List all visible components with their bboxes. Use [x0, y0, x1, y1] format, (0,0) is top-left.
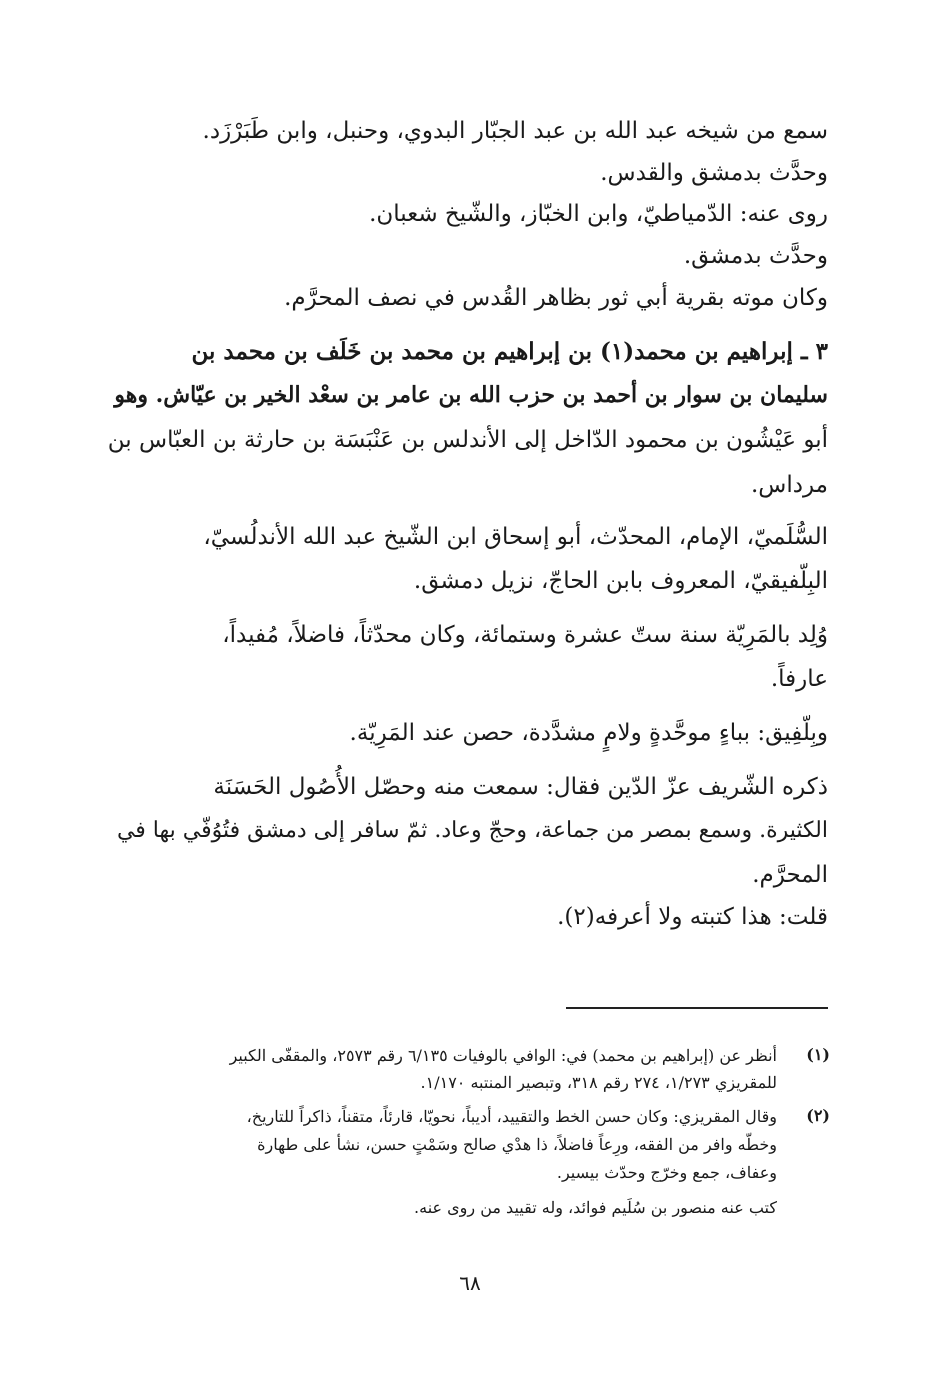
text-line: وحدَّث بدمشق. — [683, 243, 828, 269]
footnote-divider — [566, 1007, 828, 1009]
text-line: المحرَّم. — [752, 862, 828, 888]
page-number: ٦٨ — [459, 1271, 481, 1295]
text-line: روى عنه: الدّمياطيّ، وابن الخبّاز، والشّيخ شعبان. — [369, 201, 828, 227]
text-line: البِلّفيقيّ، المعروف بابن الحاجّ، نزيل دمشق. — [413, 568, 828, 594]
text-line: الكثيرة. وسمع بمصر من جماعة، وحجّ وعاد. ثمّ سافر إلى دمشق فتُوُفّي بها في — [116, 818, 828, 843]
footnote-line: أنظر عن (إبراهيم بن محمد) في: الوافي بالوفيات ٦/١٣٥ رقم ٢٥٧٣، والمقفّى الكبير — [229, 1046, 777, 1065]
footnote-line: وعفاف، جمع وخرّج وحدّث بيسير. — [556, 1163, 777, 1182]
entry-heading: ٣ ـ إبراهيم بن محمد(١) بن إبراهيم بن محمد بن خَلَف بن محمد بن — [191, 338, 828, 365]
entry-heading: سليمان بن سوار بن أحمد بن حزب الله بن عامر بن سعْد الخير بن عيّاش. وهو — [114, 382, 828, 408]
text-line: عارفاً. — [770, 666, 828, 692]
text-line: وبِلّفِيق: بباءٍ موحَّدةٍ ولامٍ مشدَّدة، حصن عند المَرِيّة. — [349, 720, 828, 746]
footnote-line: وخطّه وافر من الفقه، ورِعاً فاضلاً، ذا هدْي صالح وسَمْتٍ حسن، نشأ على طهارة — [257, 1135, 777, 1154]
footnote-number: (١) — [806, 1045, 830, 1064]
footnote-number: (٢) — [806, 1106, 830, 1125]
footnote-line: كتب عنه منصور بن سُلَيم فوائد، وله تقييد من روى عنه. — [414, 1198, 777, 1217]
text-line: قلت: هذا كتبته ولا أعرفه(٢). — [557, 904, 828, 930]
footnote-line: للمقريزي ١/٢٧٣، ٢٧٤ رقم ٣١٨، وتبصير المنتبه ١/١٧٠. — [420, 1073, 777, 1092]
text-line: مرداس. — [750, 472, 828, 498]
text-line: ذكره الشّريف عزّ الدّين فقال: سمعت منه وحصّل الأُصُول الحَسَنَة — [213, 774, 828, 800]
text-line: وُلِد بالمَرِيّة سنة ستّ عشرة وستمائة، وكان محدّثاً، فاضلاً، مُفيداً، — [222, 622, 828, 648]
text-line: أبو عَيْشُون بن محمود الدّاخل إلى الأندلس بن عَنْبَسَة بن حارثة بن العبّاس بن — [107, 427, 828, 453]
text-line: وحدَّث بدمشق والقدس. — [600, 160, 828, 186]
text-line: وكان موته بقرية أبي ثور بظاهر القُدس في نصف المحرَّم. — [284, 285, 828, 311]
text-line: سمع من شيخه عبد الله بن عبد الجبّار البدوي، وحنبل، وابن طَبَرْزَد. — [202, 118, 828, 144]
footnote-line: وقال المقريزي: وكان حسن الخط والتقييد، أديباً، نحويّا، قارئاً، متقناً، ذاكراً للتاريخ، — [246, 1107, 777, 1126]
text-line: السُّلَميّ، الإمام، المحدّث، أبو إسحاق ابن الشّيخ عبد الله الأندلُسيّ، — [203, 524, 828, 550]
